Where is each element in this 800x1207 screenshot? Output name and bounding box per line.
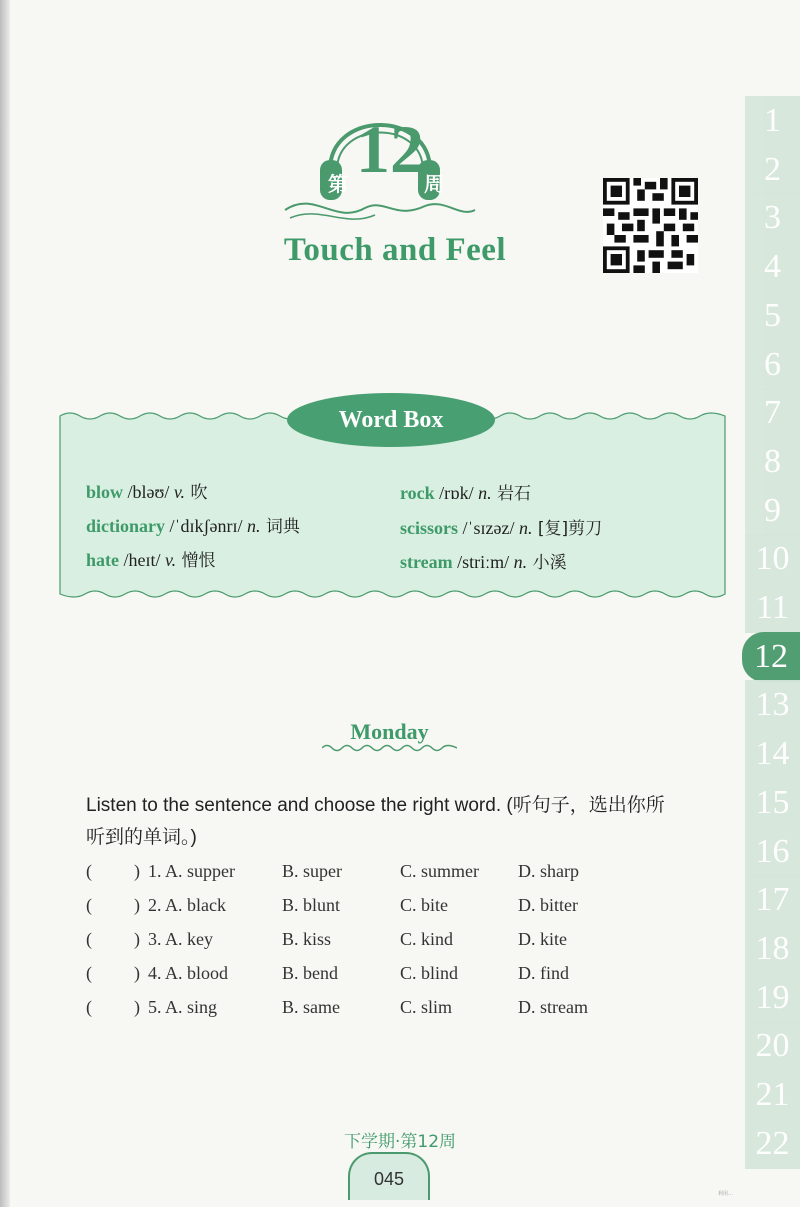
- entry-word: blow: [86, 482, 124, 502]
- page-title: Touch and Feel: [283, 232, 507, 268]
- week-prefix: 第: [328, 172, 348, 196]
- entry-meaning: 小溪: [527, 553, 567, 573]
- week-number: 12: [356, 111, 424, 187]
- exercise-instruction: [86, 790, 726, 854]
- tab-week-15[interactable]: 15: [745, 778, 800, 828]
- entry-pos: v.: [165, 550, 177, 570]
- answer-paren-close: ): [134, 929, 140, 949]
- entry-pos: n.: [513, 552, 528, 572]
- answer-paren-open[interactable]: (: [86, 997, 92, 1017]
- option-c: C. bite: [400, 895, 448, 915]
- tab-week-13[interactable]: 13: [745, 680, 800, 730]
- option-d: D. kite: [518, 929, 567, 949]
- answer-paren-open[interactable]: (: [86, 895, 92, 915]
- tab-week-8[interactable]: 8: [745, 437, 800, 487]
- option-a: 4. A. blood: [148, 963, 229, 983]
- tab-week-17[interactable]: 17: [745, 875, 800, 925]
- option-c: C. kind: [400, 929, 454, 949]
- option-d: D. bitter: [518, 895, 578, 915]
- entry-pos: n.: [518, 518, 533, 538]
- entry-word: stream: [400, 552, 453, 572]
- option-c: C. summer: [400, 861, 479, 881]
- option-a: 5. A. sing: [148, 997, 218, 1017]
- tab-week-7[interactable]: 7: [745, 388, 800, 438]
- tab-week-21[interactable]: 21: [745, 1070, 800, 1120]
- entry-meaning: 憎恨: [176, 551, 216, 571]
- option-c: C. slim: [400, 997, 453, 1017]
- answer-paren-close: ): [134, 861, 140, 881]
- option-d: D. stream: [518, 997, 588, 1017]
- entry-word: hate: [86, 550, 119, 570]
- entry-pos: n.: [246, 516, 261, 536]
- entry-meaning: 岩石: [491, 484, 531, 504]
- entry-word: scissors: [400, 518, 458, 538]
- tab-week-18[interactable]: 18: [745, 924, 800, 974]
- option-d: D. find: [518, 963, 569, 983]
- entry-ipa: /rɒk/: [434, 483, 479, 503]
- option-a: 1. A. supper: [148, 861, 235, 881]
- entry-word: dictionary: [86, 516, 165, 536]
- tab-week-10[interactable]: 10: [745, 534, 800, 584]
- entry-meaning: 吹: [185, 483, 208, 503]
- option-b: B. super: [282, 861, 342, 881]
- answer-paren-open[interactable]: (: [86, 861, 92, 881]
- week-emblem-text: [320, 110, 450, 200]
- tab-week-12[interactable]: 12: [742, 632, 800, 682]
- option-a: 2. A. black: [148, 895, 226, 915]
- word-entry-rock: [400, 479, 531, 504]
- option-d: D. sharp: [518, 861, 579, 881]
- word-entry-hate: [86, 546, 216, 571]
- wavy-underline-icon: [322, 743, 457, 753]
- instruction-line-2: 听到的单词。): [86, 827, 197, 848]
- entry-meaning: [复]剪刀: [532, 519, 603, 539]
- option-a: 3. A. key: [148, 929, 213, 949]
- tab-week-9[interactable]: 9: [745, 486, 800, 536]
- tab-week-11[interactable]: 11: [745, 583, 800, 633]
- option-c: C. blind: [400, 963, 459, 983]
- word-entry-scissors: [400, 514, 602, 539]
- footer-note: 利用…: [718, 1191, 734, 1197]
- instruction-line-1: Listen to the sentence and choose the right word. (听句子，选出你所: [86, 795, 665, 816]
- tab-week-22[interactable]: 22: [745, 1119, 800, 1169]
- tab-week-5[interactable]: 5: [745, 291, 800, 341]
- book-spine-shadow: [0, 0, 10, 1207]
- answer-paren-open[interactable]: (: [86, 963, 92, 983]
- tab-week-2[interactable]: 2: [745, 145, 800, 195]
- tab-week-20[interactable]: 20: [745, 1021, 800, 1071]
- qr-code-icon[interactable]: [603, 178, 698, 273]
- entry-ipa: /ˈdɪkʃənrɪ/: [165, 516, 247, 536]
- word-box-title: Word Box: [287, 393, 495, 447]
- entry-ipa: /bləʊ/: [123, 482, 174, 502]
- word-entry-dictionary: [86, 512, 300, 537]
- entry-meaning: 词典: [260, 517, 300, 537]
- tab-week-3[interactable]: 3: [745, 193, 800, 243]
- week-suffix: 周: [424, 172, 444, 196]
- entry-pos: n.: [478, 483, 492, 503]
- section-day-title: Monday: [350, 719, 429, 744]
- entry-ipa: /ˈsɪzəz/: [458, 518, 519, 538]
- option-b: B. same: [282, 997, 340, 1017]
- entry-pos: v.: [173, 482, 186, 502]
- tab-week-16[interactable]: 16: [745, 827, 800, 877]
- option-b: B. kiss: [282, 929, 332, 949]
- page-number: 045: [348, 1152, 430, 1200]
- answer-paren-close: ): [134, 963, 140, 983]
- tab-week-6[interactable]: 6: [745, 340, 800, 390]
- answer-paren-close: ): [134, 997, 140, 1017]
- answer-paren-open[interactable]: (: [86, 929, 92, 949]
- answer-paren-close: ): [134, 895, 140, 915]
- word-entry-blow: [86, 478, 207, 503]
- footer-semester: 下学期·第12周: [343, 1132, 457, 1152]
- tab-week-1[interactable]: 1: [745, 96, 800, 146]
- tab-week-14[interactable]: 14: [745, 729, 800, 779]
- tab-week-19[interactable]: 19: [745, 973, 800, 1023]
- entry-ipa: /heɪt/: [119, 550, 165, 570]
- entry-word: rock: [400, 483, 435, 503]
- word-entry-stream: [400, 548, 567, 573]
- tab-week-4[interactable]: 4: [745, 242, 800, 292]
- option-b: B. bend: [282, 963, 338, 983]
- entry-ipa: /striːm/: [452, 552, 514, 572]
- option-b: B. blunt: [282, 895, 341, 915]
